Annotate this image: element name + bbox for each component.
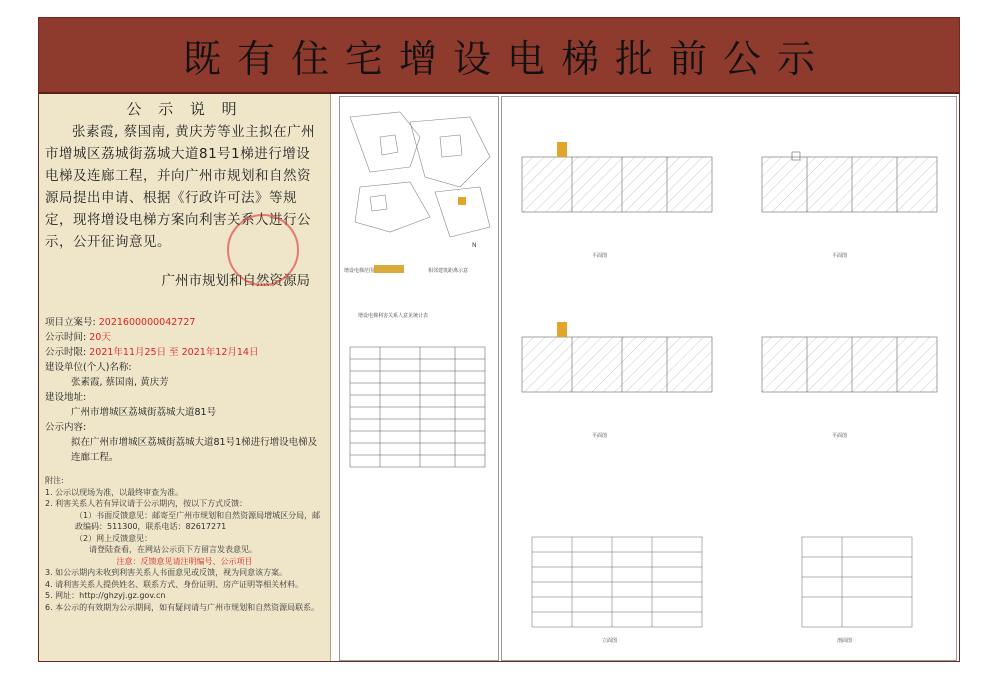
notes-title: 附注: [45, 476, 64, 485]
legend-swatch [374, 265, 404, 273]
legend-left: 增设电梯范围 [344, 268, 375, 274]
caption: 平面图 [592, 433, 608, 439]
note-line: （2）网上反馈意见： [75, 533, 153, 543]
address: 广州市增城区荔城街荔城大道81号 [71, 407, 217, 418]
elevator-marker [458, 197, 466, 205]
floor-plan-1 [522, 142, 712, 259]
note-line: 3. 如公示期内未收到利害关系人书面意见或反馈，视为同意该方案。 [45, 568, 288, 577]
caption: 平面图 [832, 433, 848, 439]
deadline: 2021年11月25日 至 2021年12月14日 [89, 347, 259, 358]
deadline-label: 公示时限: [45, 347, 87, 358]
note-line: （1）书面反馈意见：邮寄至广州市规划和自然资源局增城区分局，邮政编码：511300，联系电话：82617271 [75, 510, 321, 531]
note-line: 4. 请利害关系人提供姓名、联系方式、身份证明、房产证明等相关材料。 [45, 579, 304, 589]
drawings-panel [501, 96, 957, 661]
caption: 平面图 [592, 253, 608, 259]
banner-title: 既有住宅增设电梯批前公示 [182, 36, 831, 81]
floor-plan-2 [762, 152, 937, 259]
note-warning: 注意：反馈意见请注明编号、公示项目 [116, 556, 253, 566]
builder-label: 建设单位(个人)名称: [45, 362, 132, 373]
north-arrow: N [472, 242, 477, 249]
notice-heading: 公 示 说 明 [126, 100, 243, 118]
floor-plan-4 [762, 337, 937, 439]
site-plan-drawing [340, 97, 498, 660]
content: 拟在广州市增城区荔城街荔城大道81号1梯进行增设电梯及连廊工程。 [71, 437, 318, 463]
building-drawings [502, 97, 956, 660]
issuer: 广州市规划和自然资源局 [161, 273, 310, 289]
builder: 张素霞, 蔡国南, 黄庆芳 [71, 377, 169, 388]
note-line: 请登陆查看，在网站公示页下方留言发表意见。 [89, 545, 257, 554]
project-no-label: 项目立案号: [45, 317, 96, 328]
official-seal [227, 214, 299, 286]
table-title: 增设电梯利害关系人意见统计表 [358, 313, 429, 319]
notice-board [38, 17, 960, 662]
notice-panel [39, 94, 331, 661]
caption: 剖面图 [837, 638, 853, 644]
period: 20天 [89, 332, 111, 343]
caption: 平面图 [832, 253, 848, 259]
note-line: 1. 公示以现场为准，以最终审查为准。 [45, 487, 184, 497]
caption: 立面图 [602, 638, 618, 644]
notice-intro: 张素霞, 蔡国南, 黄庆芳等业主拟在广州市增城区荔城街荔城大道81号1梯进行增设电梯及连廊工程，并向广州市规划和自然资源局提出申请、根据《行政许可法》等规定，现将增设电梯方案向利害关系人进行公示，公开征询意见。 [45, 124, 316, 250]
site-plan-panel [339, 96, 499, 661]
section [802, 537, 912, 644]
notes-block [45, 475, 324, 613]
note-line: 2. 利害关系人若有异议请于公示期内，按以下方式反馈： [45, 499, 248, 508]
period-label: 公示时间: [45, 332, 87, 343]
content-label: 公示内容: [45, 422, 87, 433]
elevation [532, 537, 702, 644]
note-line: 5. 网址：http://ghzyj.gz.gov.cn [45, 591, 166, 600]
address-label: 建设地址: [45, 392, 87, 403]
banner [39, 18, 959, 94]
note-line: 6. 本公示的有效期为公示期间，如有疑问请与广州市规划和自然资源局联系。 [45, 602, 320, 612]
legend-right: 相邻建筑距离示意 [428, 268, 469, 274]
project-no: 2021600000042727 [98, 317, 196, 328]
opinion-table [350, 347, 485, 467]
floor-plan-3 [522, 322, 712, 439]
meta-block [45, 315, 324, 465]
